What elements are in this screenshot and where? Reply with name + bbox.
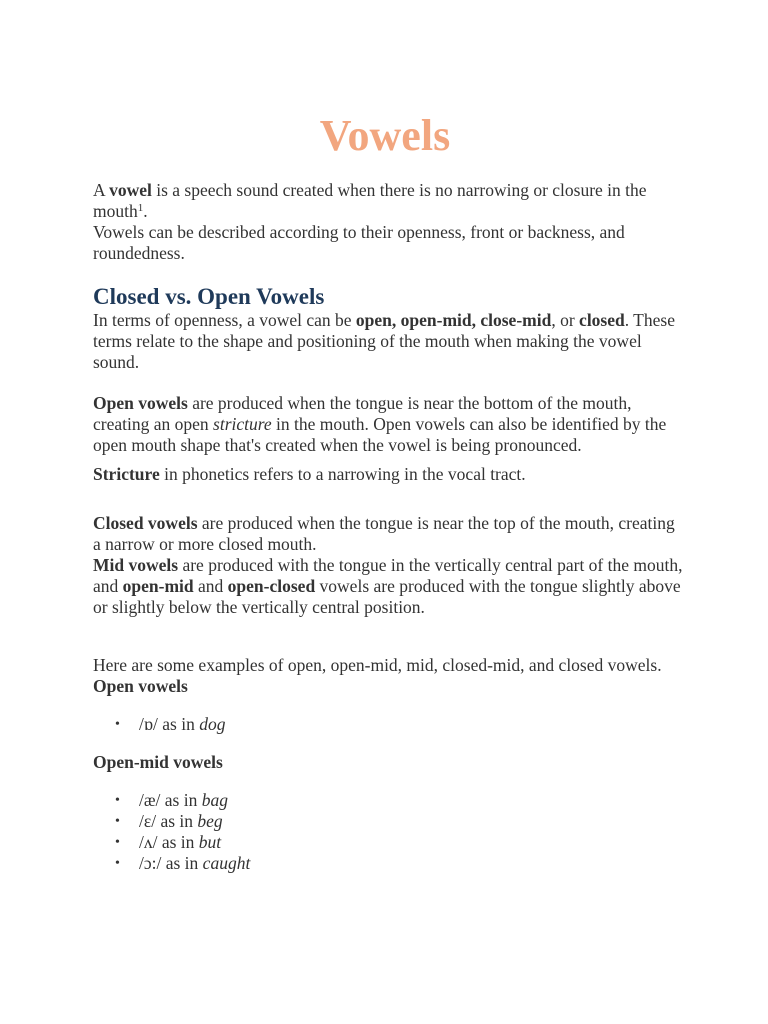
open-vowels-list [93,714,683,735]
text: are produced when the tongue is near the bottom of the mouth, creating an open [93,393,632,434]
text: in the mouth. Open vowels can also be identified by the open mouth shape that's created when the vowel is being pronounced. [93,414,667,455]
text: . [143,201,148,221]
example-word: bag [201,790,228,810]
open-mid-vowels-list [93,790,683,874]
bold-term: open-mid [122,576,194,596]
text: In terms of openness, a vowel can be [93,310,356,330]
text: A [93,180,110,200]
example-word: but [198,832,222,852]
bold-term: vowel [109,180,152,200]
list-item [93,832,683,853]
text: , or [551,310,580,330]
list-item [93,853,683,874]
intro-paragraph-2: Vowels can be described according to their openness, front or backness, and roundedness. [93,222,625,263]
example-word: caught [202,853,251,873]
open-vowels-paragraph [93,393,683,456]
closed-vowels-paragraph [93,513,683,555]
stricture-paragraph [93,464,683,485]
text: and [193,576,228,596]
bold-term: Stricture [93,464,160,484]
intro-paragraph [93,180,683,222]
bold-term: Open vowels [93,393,188,413]
text: vowels are produced with the tongue slightly above or slightly below the vertically central position. [93,576,681,617]
ipa-symbol: /ʌ/ as in [139,832,199,852]
bold-term: Mid vowels [93,555,179,575]
bold-term: open, open-mid, close-mid [355,310,552,330]
ipa-symbol: /ɒ/ as in [139,714,200,734]
section-heading: Closed vs. Open Vowels [93,284,325,309]
intro-section [93,180,683,264]
list-item [93,714,683,735]
text: . These terms relate to the shape and positioning of the mouth when making the vowel sound. [93,310,675,372]
openness-paragraph [93,310,683,373]
examples-intro: Here are some examples of open, open-mid, mid, closed-mid, and closed vowels. [93,655,662,675]
text: in phonetics refers to a narrowing in the vocal tract. [159,464,526,484]
example-word: dog [199,714,226,734]
ipa-symbol: /ɛ/ as in [139,811,198,831]
example-word: beg [197,811,223,831]
footnote-ref: 1 [137,202,144,214]
text: are produced with the tongue in the vertically central part of the mouth, and [93,555,683,596]
text: are produced when the tongue is near the top of the mouth, creating a narrow or more closed mouth. [93,513,675,554]
ipa-symbol: /æ/ as in [139,790,202,810]
mid-vowels-paragraph [93,555,683,618]
openness-section [93,310,683,874]
bold-term: closed [579,310,625,330]
list-item [93,790,683,811]
list-item [93,811,683,832]
page-title: Vowels [319,111,451,160]
text: is a speech sound created when there is no narrowing or closure in the mouth [93,180,647,221]
bold-term: Closed vowels [93,513,198,533]
open-vowels-heading: Open vowels [93,676,188,696]
open-mid-vowels-heading: Open-mid vowels [93,752,223,772]
ipa-symbol: /ɔ:/ as in [139,853,203,873]
bold-term: open-closed [227,576,316,596]
italic-term: stricture [213,414,272,434]
